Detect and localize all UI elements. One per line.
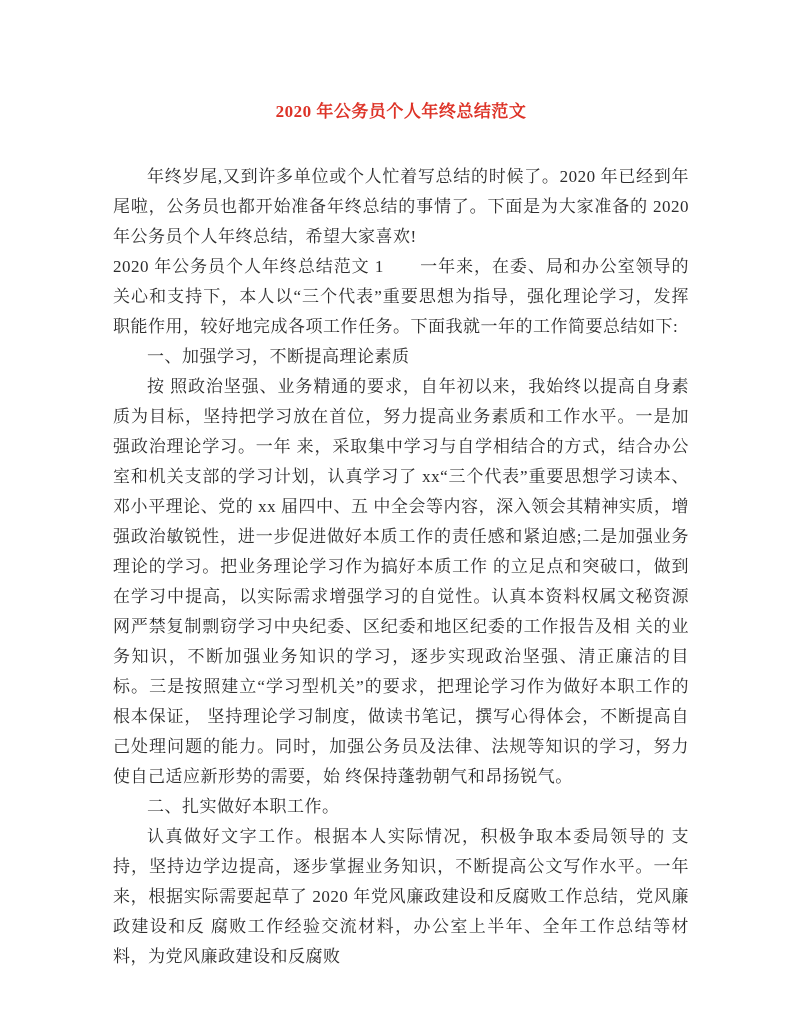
document-title: 2020 年公务员个人年终总结范文 [275, 102, 527, 121]
paragraph: 认真做好文字工作。根据本人实际情况，积极争取本委局领导的 支持，坚持边学边提高，逐步掌握业务知识，不断提高公文写作水平。一年来，根据实际需要起草了 2020 年党风廉政建设和反腐败工作总结，党风廉政建设和反 腐败工作经验交流材料，办公室上半年、全年工作总结等材料，为党风廉政建设和反腐败 [113, 827, 689, 966]
paragraph: 一、加强学习，不断提高理论素质 [147, 347, 410, 366]
paragraph: 年终岁尾,又到许多单位或个人忙着写总结的时候了。2020 年已经到年尾啦，公务员也都开始准备年终总结的事情了。下面是为大家准备的 2020 年公务员个人年终总结，希望大家喜欢! [113, 167, 689, 246]
paragraph: 2020 年公务员个人年终总结范文 1 一年来，在委、局和办公室领导的关心和支持下，本人以“三个代表”重要思想为指导，强化理论学习，发挥职能作用，较好地完成各项工作任务。下面我就一年的工作简要总结如下: [113, 257, 689, 336]
document-content [113, 0, 689, 972]
paragraph: 二、扎实做好本职工作。 [147, 797, 340, 816]
paragraph: 按 照政治坚强、业务精通的要求，自年初以来，我始终以提高自身素质为目标，坚持把学习放在首位，努力提高业务素质和工作水平。一是加强政治理论学习。一年 来，采取集中学习与自学相结合的方式，结合办公室和机关支部的学习计划，认真学习了 xx“三个代表”重要思想学习读本、邓小平理论、党的 xx 届四中、五 中全会等内容，深入领会其精神实质，增强政治敏锐性，进一步促进做好本质工作的责任感和紧迫感;二是加强业务理论的学习。把业务理论学习作为搞好本质工作 的立足点和突破口，做到在学习中提高，以实际需求增强学习的自觉性。认真本资料权属文秘资源网严禁复制剽窃学习中央纪委、区纪委和地区纪委的工作报告及相 关的业务知识，不断加强业务知识的学习，逐步实现政治坚强、清正廉洁的目标。三是按照建立“学习型机关”的要求，把理论学习作为做好本职工作的根本保证， 坚持理论学习制度，做读书笔记，撰写心得体会，不断提高自己处理问题的能力。同时，加强公务员及法律、法规等知识的学习，努力使自己适应新形势的需要，始 终保持蓬勃朝气和昂扬锐气。 [113, 377, 689, 786]
document-body [113, 162, 689, 972]
